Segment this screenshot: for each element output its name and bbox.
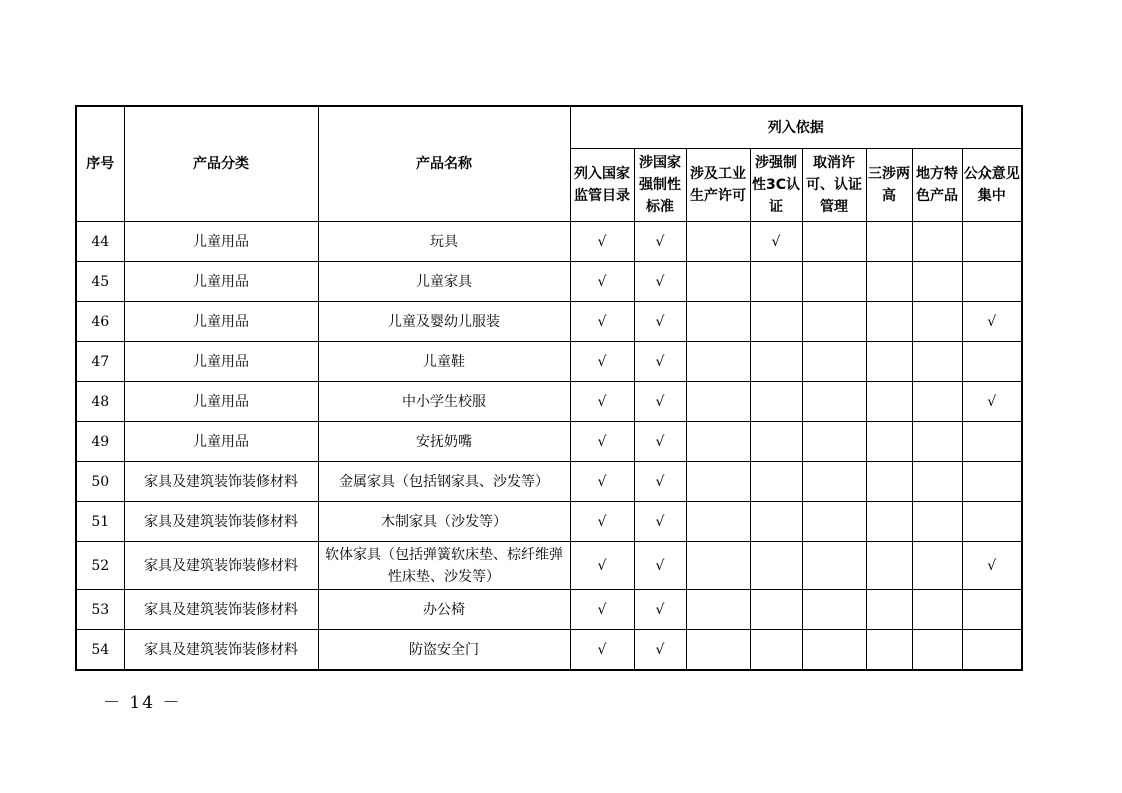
row-category: 儿童用品 bbox=[124, 342, 318, 382]
row-seq: 50 bbox=[76, 462, 124, 502]
row-check-mark: √ bbox=[634, 422, 686, 462]
row-category: 家具及建筑装饰装修材料 bbox=[124, 590, 318, 630]
header-basis-col: 公众意见集中 bbox=[962, 149, 1022, 222]
row-category: 家具及建筑装饰装修材料 bbox=[124, 502, 318, 542]
row-check-mark bbox=[802, 382, 866, 422]
row-check-mark: √ bbox=[570, 382, 634, 422]
row-check-mark: √ bbox=[962, 542, 1022, 590]
row-check-mark bbox=[686, 590, 750, 630]
row-check-mark: √ bbox=[570, 302, 634, 342]
row-product-name: 防盗安全门 bbox=[318, 630, 570, 671]
product-catalog-table bbox=[75, 105, 1023, 671]
row-check-mark bbox=[912, 542, 962, 590]
row-check-mark bbox=[866, 342, 912, 382]
row-check-mark bbox=[750, 590, 802, 630]
row-check-mark: √ bbox=[570, 630, 634, 671]
row-check-mark bbox=[912, 462, 962, 502]
row-check-mark bbox=[912, 382, 962, 422]
row-seq: 53 bbox=[76, 590, 124, 630]
row-check-mark bbox=[686, 422, 750, 462]
row-product-name: 金属家具（包括钢家具、沙发等） bbox=[318, 462, 570, 502]
row-check-mark: √ bbox=[750, 222, 802, 262]
row-check-mark bbox=[912, 590, 962, 630]
row-check-mark bbox=[962, 262, 1022, 302]
row-check-mark bbox=[750, 342, 802, 382]
row-check-mark bbox=[750, 462, 802, 502]
row-category: 儿童用品 bbox=[124, 422, 318, 462]
row-check-mark: √ bbox=[634, 502, 686, 542]
row-check-mark bbox=[962, 342, 1022, 382]
row-check-mark: √ bbox=[570, 542, 634, 590]
row-check-mark bbox=[802, 630, 866, 671]
row-seq: 54 bbox=[76, 630, 124, 671]
header-basis-col: 涉强制性3C认证 bbox=[750, 149, 802, 222]
row-check-mark: √ bbox=[570, 590, 634, 630]
row-check-mark: √ bbox=[962, 382, 1022, 422]
row-check-mark: √ bbox=[634, 382, 686, 422]
header-basis-col: 涉及工业生产许可 bbox=[686, 149, 750, 222]
row-check-mark bbox=[686, 222, 750, 262]
row-check-mark bbox=[750, 382, 802, 422]
row-check-mark: √ bbox=[570, 502, 634, 542]
table-row bbox=[76, 382, 1022, 422]
row-check-mark bbox=[686, 342, 750, 382]
row-check-mark bbox=[750, 262, 802, 302]
row-check-mark bbox=[802, 342, 866, 382]
row-check-mark bbox=[802, 542, 866, 590]
row-check-mark bbox=[802, 262, 866, 302]
row-check-mark bbox=[802, 422, 866, 462]
row-category: 家具及建筑装饰装修材料 bbox=[124, 462, 318, 502]
row-check-mark: √ bbox=[570, 422, 634, 462]
row-product-name: 软体家具（包括弹簧软床垫、棕纤维弹性床垫、沙发等） bbox=[318, 542, 570, 590]
table-row bbox=[76, 462, 1022, 502]
row-product-name: 中小学生校服 bbox=[318, 382, 570, 422]
row-check-mark bbox=[802, 502, 866, 542]
row-category: 儿童用品 bbox=[124, 262, 318, 302]
row-check-mark: √ bbox=[570, 262, 634, 302]
row-check-mark bbox=[866, 502, 912, 542]
row-check-mark: √ bbox=[634, 590, 686, 630]
row-category: 儿童用品 bbox=[124, 302, 318, 342]
row-check-mark bbox=[912, 422, 962, 462]
row-check-mark bbox=[750, 542, 802, 590]
header-basis-col: 列入国家监管目录 bbox=[570, 149, 634, 222]
row-product-name: 儿童鞋 bbox=[318, 342, 570, 382]
row-seq: 52 bbox=[76, 542, 124, 590]
header-basis-col: 取消许可、认证管理 bbox=[802, 149, 866, 222]
table-row bbox=[76, 302, 1022, 342]
row-category: 家具及建筑装饰装修材料 bbox=[124, 630, 318, 671]
row-seq: 51 bbox=[76, 502, 124, 542]
row-seq: 45 bbox=[76, 262, 124, 302]
table-row bbox=[76, 262, 1022, 302]
header-product-name: 产品名称 bbox=[318, 106, 570, 222]
row-check-mark bbox=[866, 382, 912, 422]
row-check-mark bbox=[962, 422, 1022, 462]
row-check-mark bbox=[912, 342, 962, 382]
row-seq: 49 bbox=[76, 422, 124, 462]
row-check-mark bbox=[750, 422, 802, 462]
row-check-mark: √ bbox=[634, 222, 686, 262]
row-check-mark bbox=[686, 382, 750, 422]
row-check-mark bbox=[686, 630, 750, 671]
header-basis-col: 地方特色产品 bbox=[912, 149, 962, 222]
row-check-mark bbox=[962, 222, 1022, 262]
table-row bbox=[76, 542, 1022, 590]
row-check-mark: √ bbox=[570, 462, 634, 502]
header-category: 产品分类 bbox=[124, 106, 318, 222]
row-seq: 48 bbox=[76, 382, 124, 422]
row-seq: 46 bbox=[76, 302, 124, 342]
row-check-mark: √ bbox=[634, 262, 686, 302]
row-check-mark bbox=[750, 502, 802, 542]
header-row-top bbox=[76, 106, 1022, 149]
row-check-mark bbox=[802, 302, 866, 342]
row-check-mark bbox=[750, 630, 802, 671]
table-row bbox=[76, 342, 1022, 382]
row-check-mark bbox=[866, 222, 912, 262]
row-product-name: 儿童及婴幼儿服装 bbox=[318, 302, 570, 342]
header-basis-col: 涉国家强制性标准 bbox=[634, 149, 686, 222]
row-product-name: 木制家具（沙发等） bbox=[318, 502, 570, 542]
row-check-mark bbox=[962, 502, 1022, 542]
page-number: － 14 － bbox=[103, 693, 182, 713]
table-row bbox=[76, 502, 1022, 542]
row-check-mark: √ bbox=[634, 542, 686, 590]
row-check-mark bbox=[686, 502, 750, 542]
row-product-name: 玩具 bbox=[318, 222, 570, 262]
row-seq: 44 bbox=[76, 222, 124, 262]
row-check-mark bbox=[686, 462, 750, 502]
row-check-mark: √ bbox=[962, 302, 1022, 342]
row-check-mark bbox=[962, 462, 1022, 502]
row-check-mark bbox=[802, 222, 866, 262]
row-category: 儿童用品 bbox=[124, 222, 318, 262]
row-check-mark bbox=[802, 590, 866, 630]
row-check-mark bbox=[962, 590, 1022, 630]
row-product-name: 安抚奶嘴 bbox=[318, 422, 570, 462]
header-basis-col: 三涉两高 bbox=[866, 149, 912, 222]
row-product-name: 儿童家具 bbox=[318, 262, 570, 302]
table-row bbox=[76, 422, 1022, 462]
row-check-mark bbox=[912, 302, 962, 342]
row-check-mark bbox=[866, 462, 912, 502]
row-category: 家具及建筑装饰装修材料 bbox=[124, 542, 318, 590]
table-row bbox=[76, 590, 1022, 630]
row-check-mark: √ bbox=[634, 342, 686, 382]
row-check-mark: √ bbox=[570, 342, 634, 382]
row-seq: 47 bbox=[76, 342, 124, 382]
row-check-mark bbox=[866, 302, 912, 342]
row-check-mark: √ bbox=[634, 630, 686, 671]
header-seq: 序号 bbox=[76, 106, 124, 222]
row-check-mark bbox=[912, 262, 962, 302]
row-check-mark bbox=[866, 630, 912, 671]
row-check-mark bbox=[686, 302, 750, 342]
row-category: 儿童用品 bbox=[124, 382, 318, 422]
row-check-mark bbox=[912, 222, 962, 262]
table-row bbox=[76, 630, 1022, 671]
row-check-mark bbox=[802, 462, 866, 502]
row-check-mark bbox=[866, 590, 912, 630]
row-check-mark: √ bbox=[570, 222, 634, 262]
row-check-mark bbox=[866, 262, 912, 302]
row-check-mark bbox=[912, 502, 962, 542]
row-check-mark bbox=[686, 262, 750, 302]
table-row bbox=[76, 222, 1022, 262]
row-product-name: 办公椅 bbox=[318, 590, 570, 630]
row-check-mark bbox=[866, 422, 912, 462]
header-basis: 列入依据 bbox=[570, 106, 1022, 149]
row-check-mark bbox=[912, 630, 962, 671]
row-check-mark bbox=[866, 542, 912, 590]
row-check-mark bbox=[962, 630, 1022, 671]
row-check-mark bbox=[686, 542, 750, 590]
row-check-mark bbox=[750, 302, 802, 342]
row-check-mark: √ bbox=[634, 302, 686, 342]
row-check-mark: √ bbox=[634, 462, 686, 502]
